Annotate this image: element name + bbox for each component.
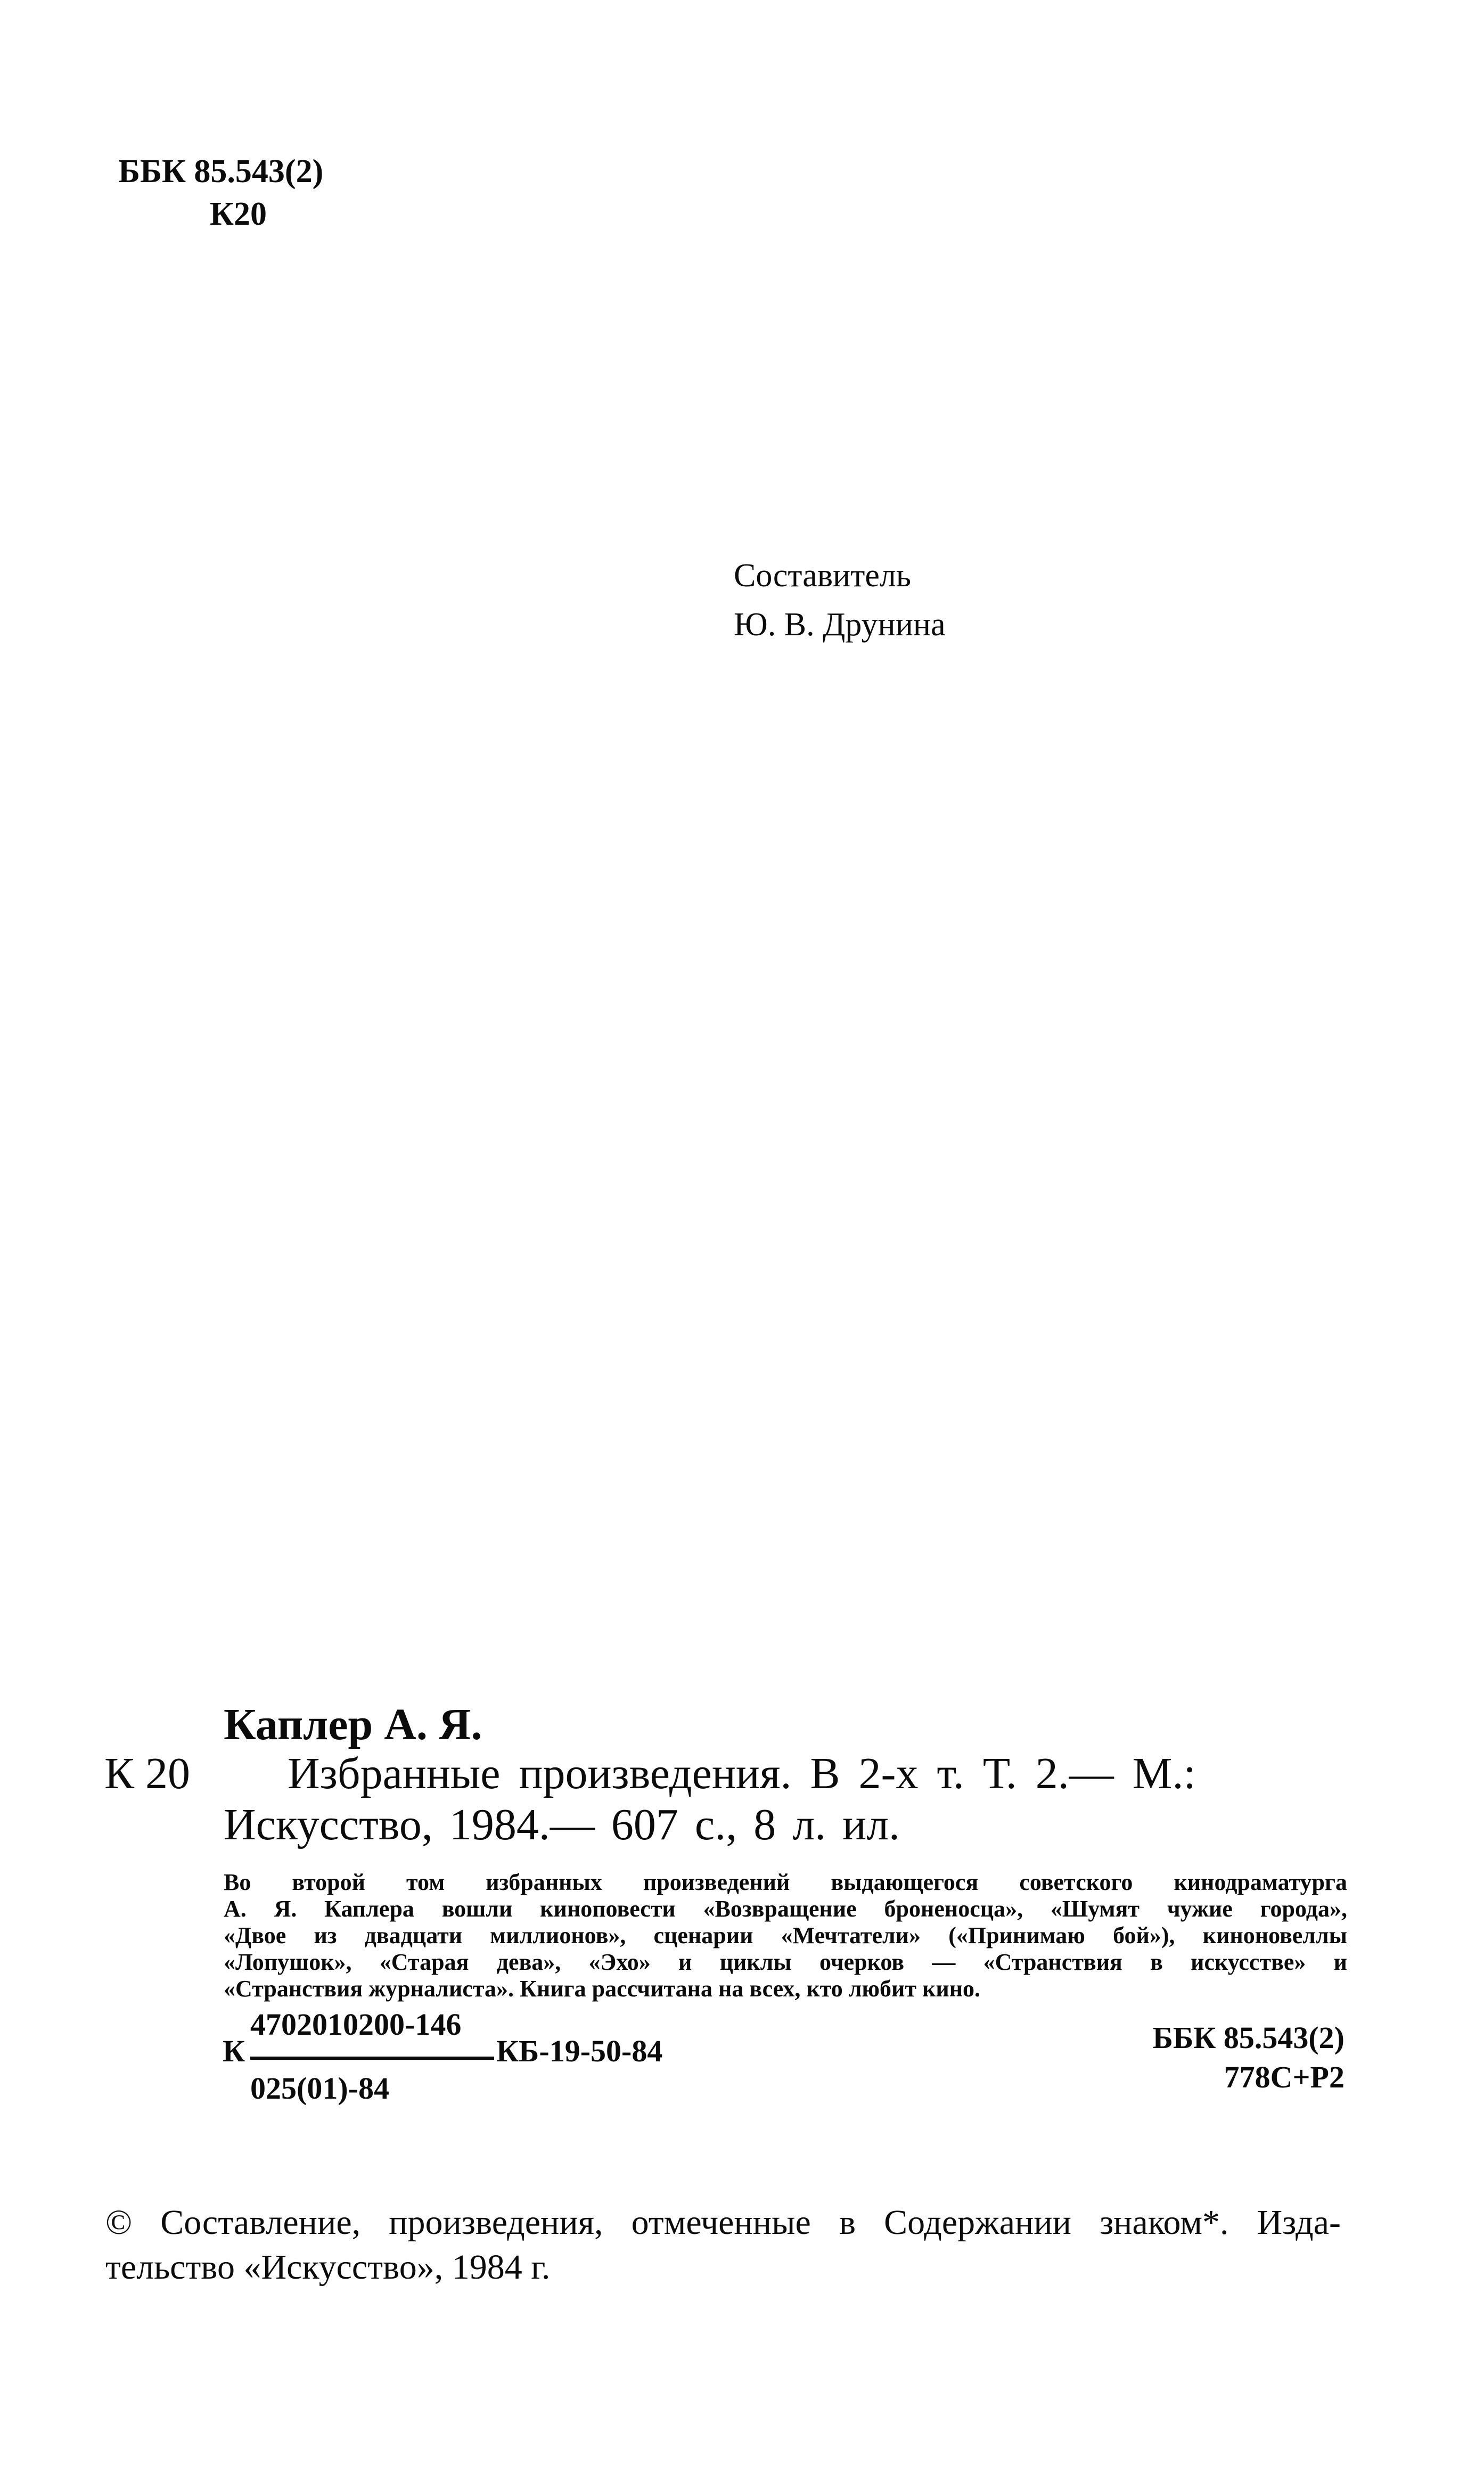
annotation-line: А. Я. Каплера вошли киноповести «Возвращение броненосца», «Шумят чужие города», xyxy=(224,1896,1347,1922)
compiler-label: Составитель xyxy=(734,558,912,594)
publisher-line: Искусство, 1984.— 607 с., 8 л. ил. xyxy=(224,1800,900,1849)
bbk-code-top: ББК 85.543(2) xyxy=(118,153,324,190)
bbk-code-bottom: ББК 85.543(2) xyxy=(1152,2020,1344,2055)
index-code: К 20 xyxy=(104,1749,191,1798)
catalog-denominator: 025(01)-84 xyxy=(250,2071,389,2106)
annotation-line: «Странствия журналиста». Книга рассчитана на всех, кто любит кино. xyxy=(224,1976,981,2002)
top-classification xyxy=(118,150,323,235)
annotation xyxy=(224,1869,1347,2002)
bbk-subcode: 778С+Р2 xyxy=(1224,2060,1344,2094)
author-name: Каплер А. Я. xyxy=(224,1700,482,1749)
bottom-classification xyxy=(1153,2018,1344,2097)
fraction-bar xyxy=(250,2057,494,2060)
catalog-prefix: К xyxy=(223,2034,245,2068)
annotation-line: Во второй том избранных произведений выдающегося советского кинодраматурга xyxy=(224,1869,1347,1895)
catalog-numerator: 4702010200-146 xyxy=(250,2007,462,2042)
author-mark-top: К20 xyxy=(210,196,267,232)
compiler-name: Ю. В. Друнина xyxy=(734,607,946,643)
annotation-line: «Лопушок», «Старая дева», «Эхо» и циклы очерков — «Странствия в искусстве» и xyxy=(224,1949,1347,1975)
copyright-notice xyxy=(105,2200,1341,2290)
copyright-line: тельство «Искусство», 1984 г. xyxy=(105,2248,551,2287)
annotation-line: «Двое из двадцати миллионов», сценарии «Мечтатели» («Принимаю бой»), киноновеллы xyxy=(224,1922,1347,1948)
title-line: Избранные произведения. В 2-х т. Т. 2.— М.: xyxy=(288,1749,1196,1798)
copyright-line: © Составление, произведения, отмеченные в Содержании знаком*. Изда- xyxy=(105,2203,1341,2242)
catalog-code: КБ-19-50-84 xyxy=(496,2034,663,2068)
compiler-block xyxy=(734,551,946,649)
